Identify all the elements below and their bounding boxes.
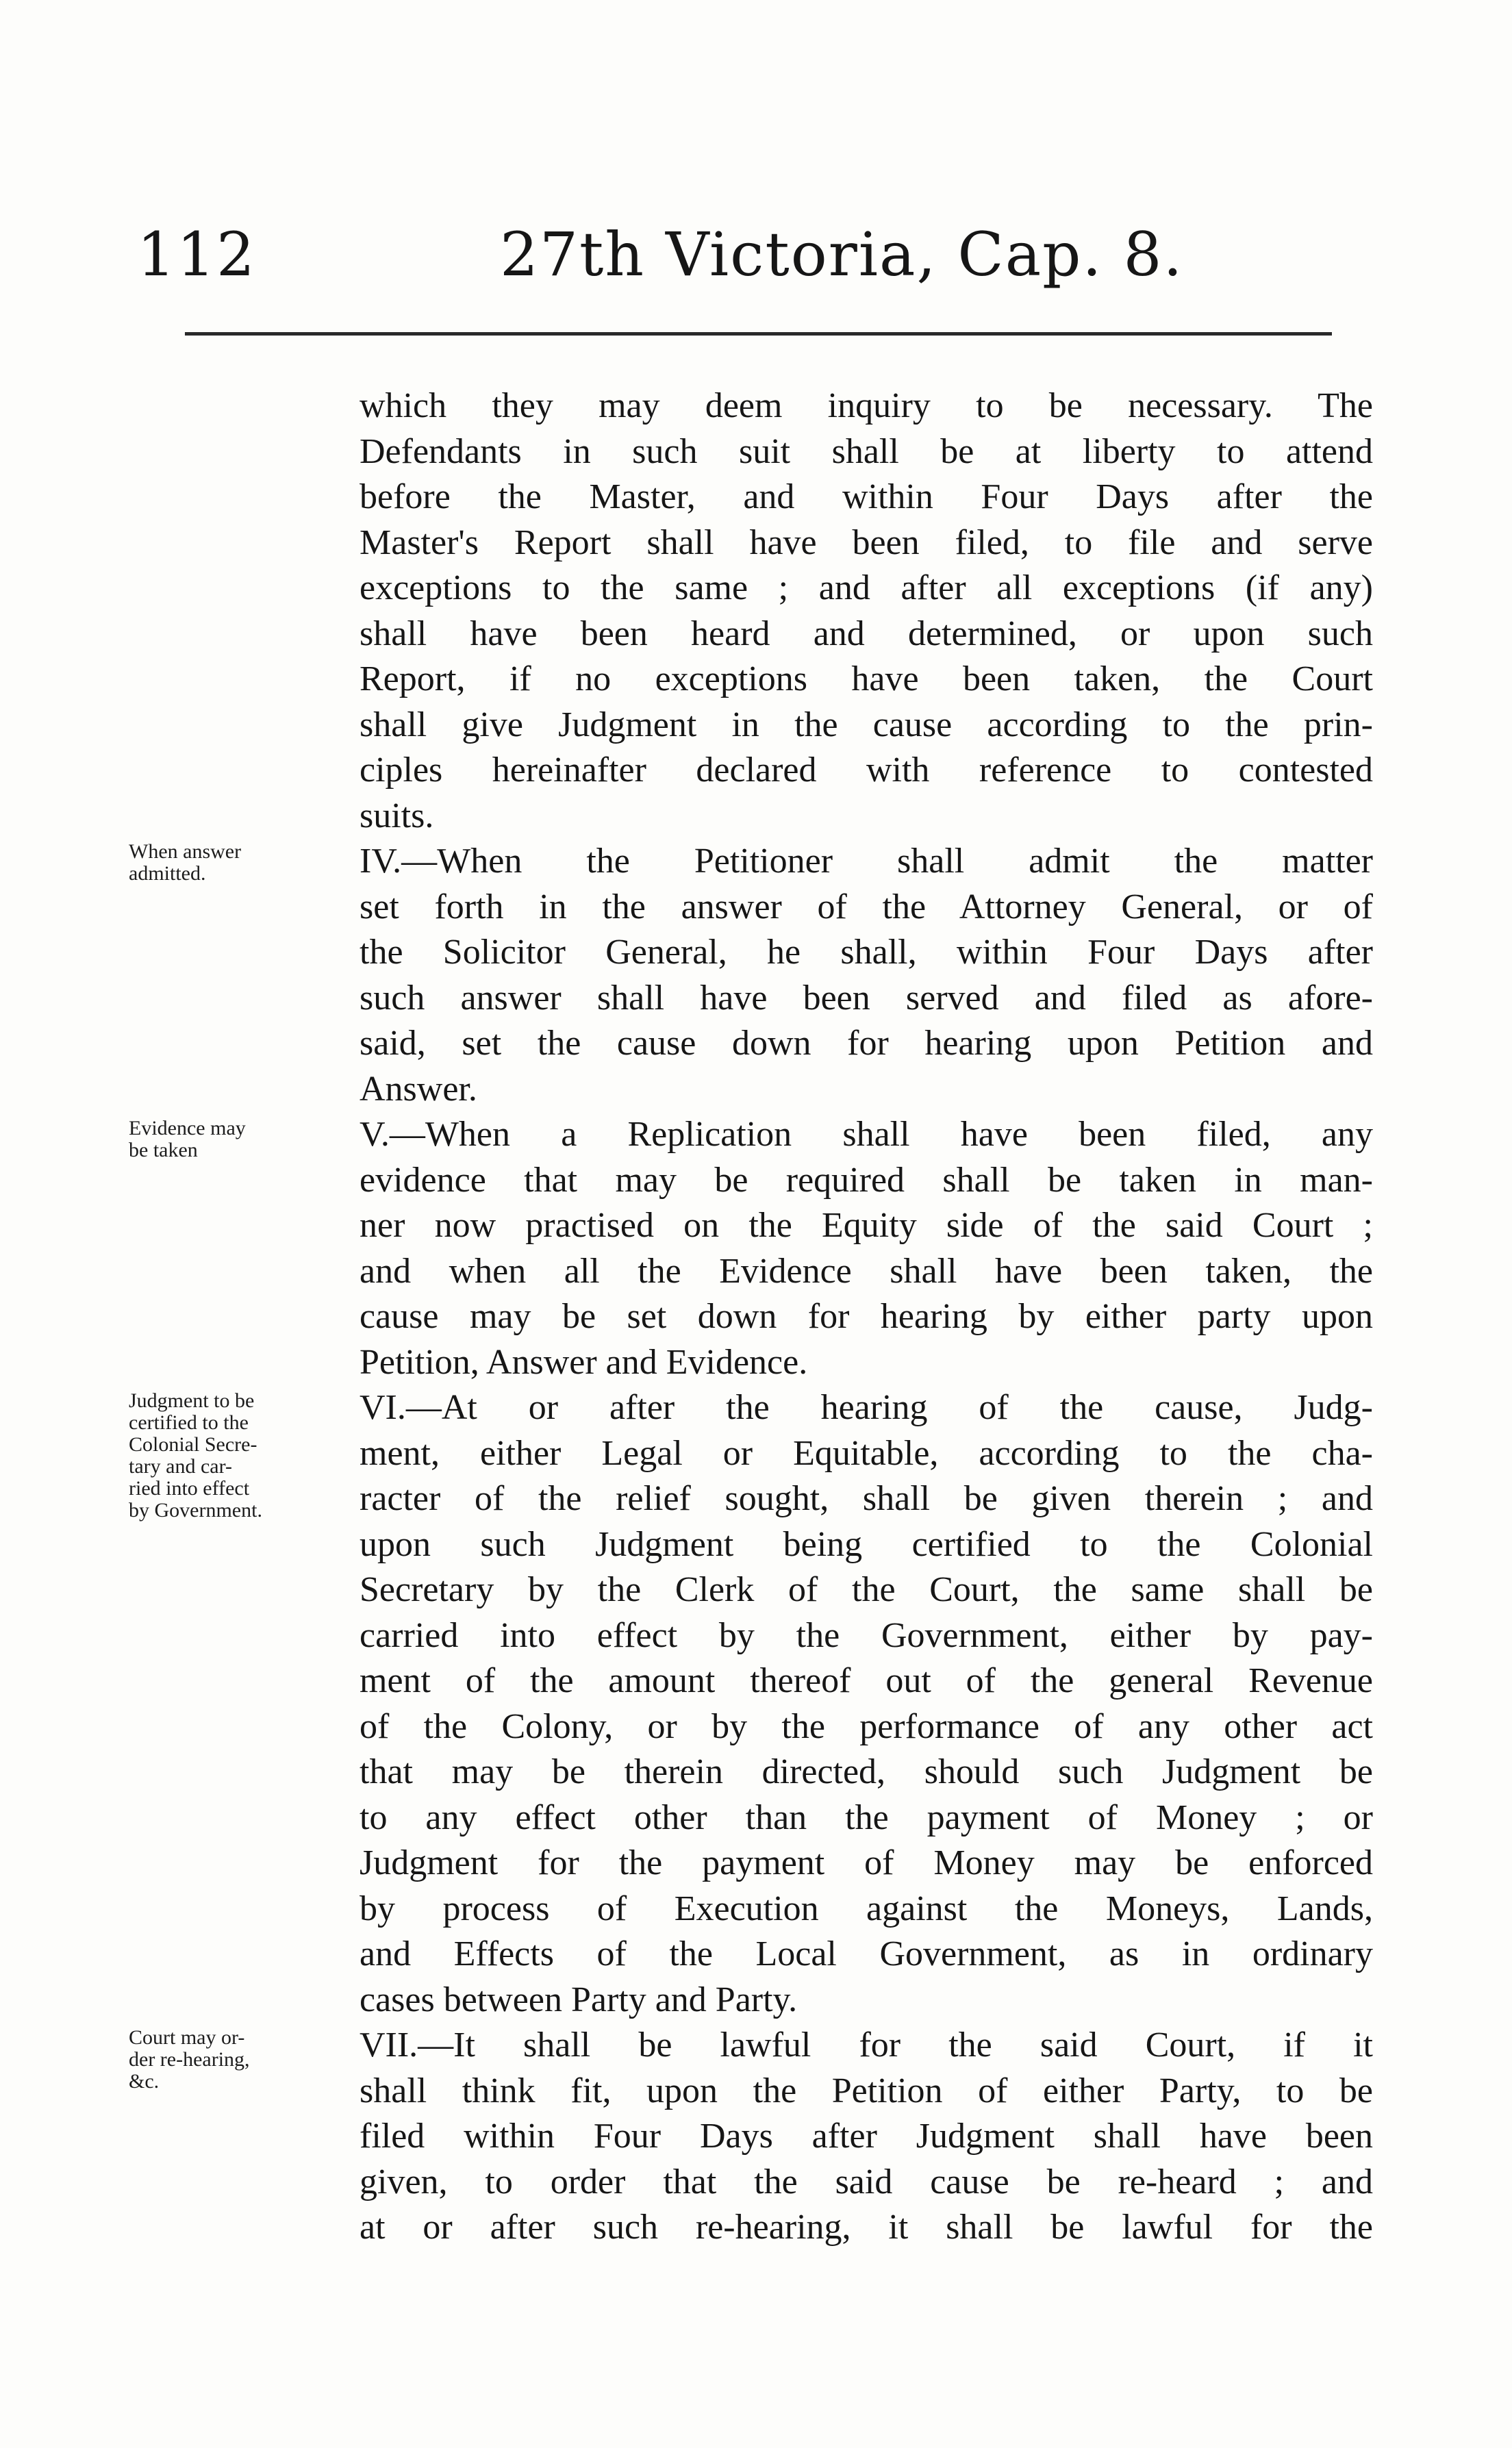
page-number: 112 — [137, 219, 256, 290]
running-title: 27th Victoria, Cap. 8. — [500, 219, 1184, 290]
paragraph-section-vi: VI.—At or after the hearing of the cause, Judg- ment, either Legal or Equitable, according to the cha- racter of the relief sought, shall be given therein ; and upon such Judgment being certified to the Colonial Secretary by the Clerk of the Court, the same shall be carried into effect by the Government, either by pay- ment of the amount thereof out of the general Revenue of the Colony, or by the performance of any other act that may be therein directed, should such Judgment be to any effect other than the payment of Money ; or Judgment for the payment of Money may be enforced by process of Execution against the Moneys, Lands, and Effects of the Local Government, as in ordinary cases between Party and Party. — [360, 1388, 1373, 2019]
header-rule — [185, 332, 1332, 336]
paragraph-continuation: which they may deem inquiry to be necessary. The Defendants in such suit shall be at liberty to attend before the Master, and within Four Days after the Master's Report shall have been filed, to file and serve exceptions to the same ; and after all exceptions (if any) shall have been heard and determined, or upon such Report, if no exceptions have been taken, the Court shall give Judgment in the cause according to the prin- ciples hereinafter declared with reference to contested suits. — [360, 386, 1373, 835]
margin-note-court-may-order: Court may or- der re-hearing, &c. — [129, 2026, 250, 2093]
page-header — [137, 205, 1356, 301]
paragraph-section-vii: VII.—It shall be lawful for the said Court, if it shall think fit, upon the Petition of either Party, to be filed within Four Days after Judgment shall have been given, to order that the said cause be re-heard ; and at or after such re-hearing, it shall be lawful for the — [360, 2026, 1373, 2247]
paragraph-section-v: V.—When a Replication shall have been filed, any evidence that may be required shall be taken in man- ner now practised on the Equity side of the said Court ; and when all the Evidence shall have been taken, the cause may be set down for hearing by either party upon Petition, Answer and Evidence. — [360, 1115, 1373, 1382]
margin-note-evidence-may-be-taken: Evidence may be taken — [129, 1117, 246, 1161]
margin-note-when-answer-admitted: When answer admitted. — [129, 840, 242, 885]
paragraph-section-iv: IV.—When the Petitioner shall admit the matter set forth in the answer of the Attorney General, or of the Solicitor General, he shall, within Four Days after such answer shall have been served and filed as afore- said, set the cause down for hearing upon Petition and Answer. — [360, 842, 1373, 1109]
margin-note-judgment-certified: Judgment to be certified to the Colonial Secre- tary and car- ried into effect by Government. — [129, 1389, 262, 1522]
body-text — [360, 383, 1373, 2251]
